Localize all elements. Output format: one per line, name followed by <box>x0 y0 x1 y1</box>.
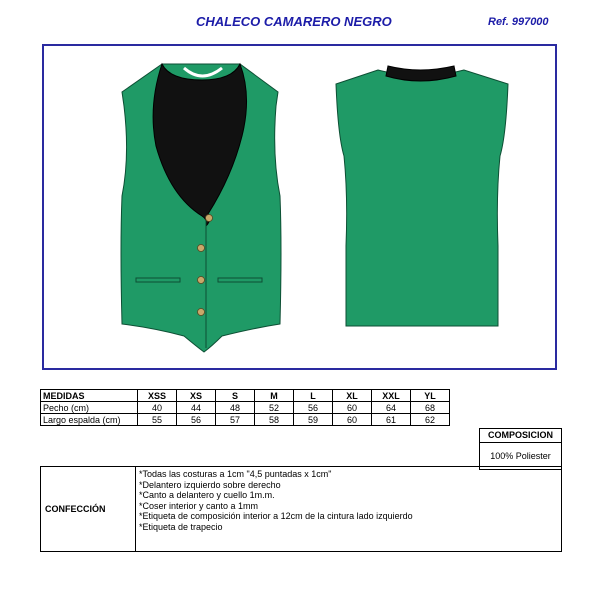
vest-front-button-1 <box>206 215 213 222</box>
table-cell: 59 <box>294 414 333 426</box>
instruction-line: *Canto a delantero y cuello 1m.m. <box>139 490 275 501</box>
vest-back-collar <box>386 66 456 81</box>
size-header: XL <box>333 390 372 402</box>
vest-back-body <box>336 70 508 326</box>
measurements-header-row <box>41 390 450 402</box>
garment-illustration <box>44 46 559 372</box>
page-title: CHALECO CAMARERO NEGRO <box>196 14 392 29</box>
table-cell: 62 <box>411 414 450 426</box>
measurements-table <box>40 389 450 426</box>
size-header: L <box>294 390 333 402</box>
garment-illustration-frame <box>42 44 557 370</box>
composition-value: 100% Poliester <box>490 451 551 461</box>
vest-front-button-4 <box>198 309 205 316</box>
reference-code: Ref. 997000 <box>488 16 549 28</box>
vest-front-button-2 <box>198 245 205 252</box>
size-header: M <box>255 390 294 402</box>
row-label: Largo espalda (cm) <box>41 414 138 426</box>
size-header: XSS <box>138 390 177 402</box>
table-row <box>41 402 450 414</box>
size-header: XS <box>177 390 216 402</box>
table-cell: 55 <box>138 414 177 426</box>
composition-box <box>479 428 562 470</box>
table-cell: 61 <box>372 414 411 426</box>
table-cell: 68 <box>411 402 450 414</box>
confeccion-label: CONFECCIÓN <box>41 467 136 551</box>
size-header: YL <box>411 390 450 402</box>
confeccion-box <box>40 466 562 552</box>
composition-label: COMPOSICION <box>480 429 561 443</box>
table-cell: 48 <box>216 402 255 414</box>
instruction-line: *Coser interior y canto a 1mm <box>139 500 259 511</box>
row-label: Pecho (cm) <box>41 402 138 414</box>
vest-front-view <box>121 64 281 352</box>
instruction-line: *Etiqueta de composición interior a 12cm de la cintura lado izquierdo <box>139 511 413 522</box>
table-cell: 52 <box>255 402 294 414</box>
confeccion-instructions <box>139 469 413 533</box>
table-cell: 58 <box>255 414 294 426</box>
vest-back-view <box>336 66 508 326</box>
size-header: S <box>216 390 255 402</box>
table-cell: 60 <box>333 414 372 426</box>
table-cell: 64 <box>372 402 411 414</box>
size-header: XXL <box>372 390 411 402</box>
table-row <box>41 414 450 426</box>
table-cell: 60 <box>333 402 372 414</box>
table-cell: 56 <box>177 414 216 426</box>
table-cell: 57 <box>216 414 255 426</box>
table-cell: 40 <box>138 402 177 414</box>
vest-front-button-3 <box>198 277 205 284</box>
instruction-line: *Etiqueta de trapecio <box>139 521 223 532</box>
measurements-header-label: MEDIDAS <box>41 390 138 402</box>
instruction-line: *Delantero izquierdo sobre derecho <box>139 479 281 490</box>
table-cell: 56 <box>294 402 333 414</box>
instruction-line: *Todas las costuras a 1cm "4,5 puntadas x 1cm" <box>139 469 332 479</box>
table-cell: 44 <box>177 402 216 414</box>
